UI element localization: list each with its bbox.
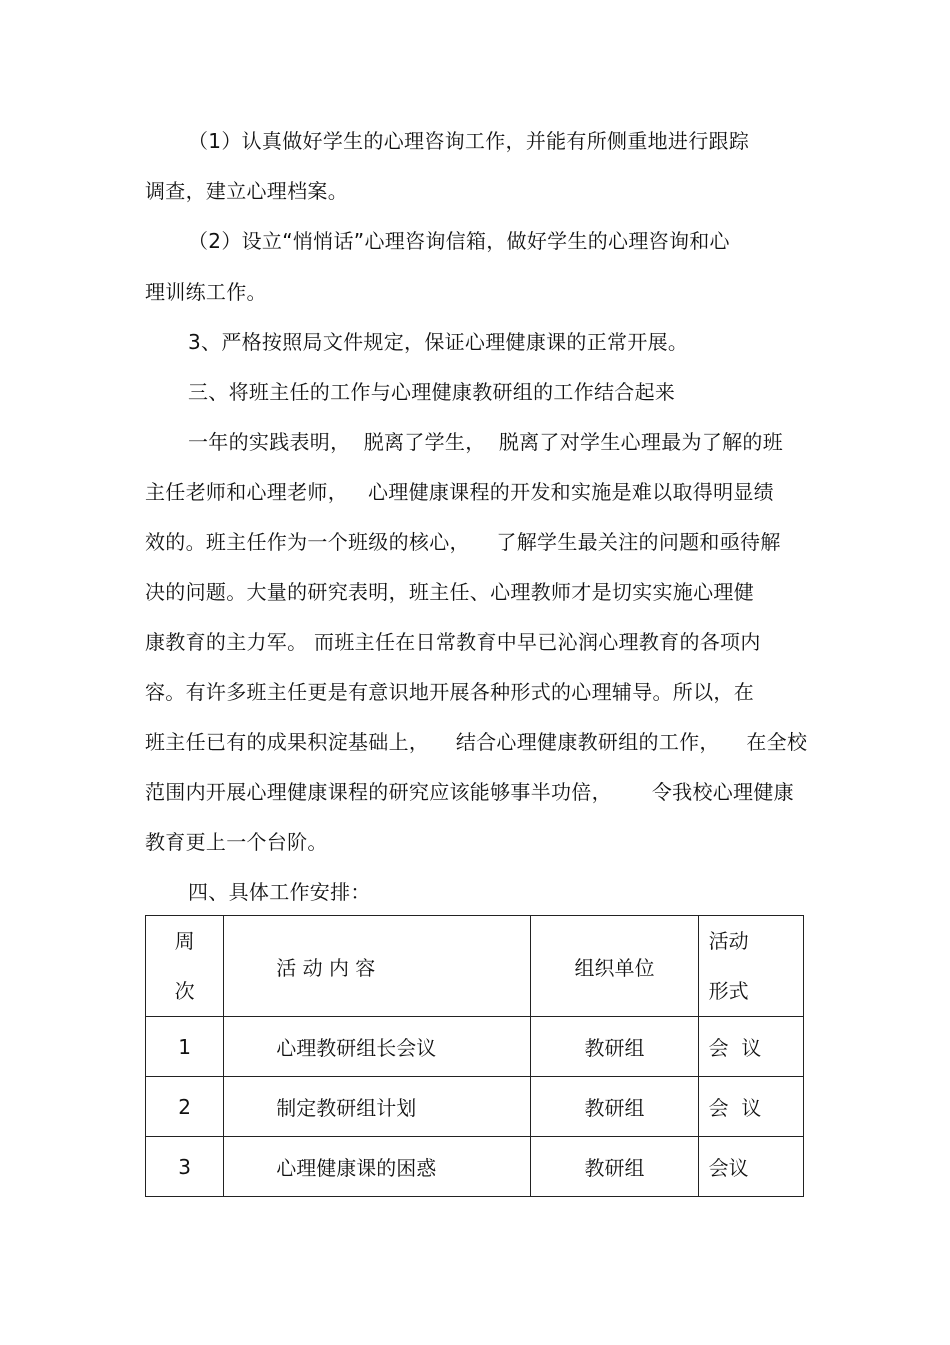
paragraph-line: 调查，建立心理档案。	[145, 179, 348, 203]
organizer-cell: 教研组	[531, 1137, 698, 1197]
header-week-line2: 次	[174, 979, 195, 1003]
organizer-cell: 教研组	[531, 1077, 698, 1137]
paragraph-line: 班主任已有的成果积淀基础上， 结合心理健康教研组的工作， 在全校	[145, 730, 808, 754]
form-cell: 会 议	[698, 1077, 803, 1137]
header-activity-label: 活 动 内 容	[276, 955, 376, 980]
header-organizer-label: 组织单位	[574, 955, 655, 980]
paragraph-line: 一年的实践表明， 脱离了学生， 脱离了对学生心理最为了解的班	[188, 430, 784, 454]
paragraph-line: 范围内开展心理健康课程的研究应该能够事半功倍， 令我校心理健康	[145, 780, 794, 804]
week-cell: 2	[146, 1077, 224, 1137]
table-header-row	[146, 916, 804, 1017]
header-form-label	[709, 916, 749, 1016]
form-cell: 会 议	[698, 1017, 803, 1077]
paragraph-line: 3、严格按照局文件规定，保证心理健康课的正常开展。	[188, 330, 689, 354]
paragraph-line: 效的。班主任作为一个班级的核心， 了解学生最关注的问题和亟待解	[145, 530, 781, 554]
paragraph-line: 决的问题。大量的研究表明，班主任、心理教师才是切实实施心理健	[145, 580, 754, 604]
paragraph-line: 教育更上一个台阶。	[145, 830, 328, 854]
organizer-cell: 教研组	[531, 1017, 698, 1077]
header-week-line1: 周	[174, 929, 195, 953]
table-row	[146, 1017, 804, 1077]
header-form-cell	[698, 916, 803, 1017]
form-cell: 会议	[698, 1137, 803, 1197]
paragraph-line: 主任老师和心理老师， 心理健康课程的开发和实施是难以取得明显绩	[145, 480, 774, 504]
work-schedule-table	[145, 915, 804, 1197]
section-heading: 三、将班主任的工作与心理健康教研组的工作结合起来	[188, 380, 676, 404]
header-week-cell	[146, 916, 224, 1017]
header-organizer-cell	[531, 916, 698, 1017]
section-heading: 四、具体工作安排：	[188, 880, 371, 904]
header-activity-cell	[224, 916, 531, 1017]
header-form-line2: 形式	[708, 979, 749, 1003]
paragraph-line: 理训练工作。	[145, 280, 267, 304]
paragraph-line: （1）认真做好学生的心理咨询工作，并能有所侧重地进行跟踪	[188, 129, 750, 153]
paragraph-line: 容。有许多班主任更是有意识地开展各种形式的心理辅导。所以，在	[145, 680, 754, 704]
activity-cell: 心理教研组长会议	[224, 1017, 531, 1077]
paragraph-line: 康教育的主力军。 而班主任在日常教育中早已沁润心理教育的各项内	[145, 630, 761, 654]
table-row	[146, 1077, 804, 1137]
activity-cell: 心理健康课的困惑	[224, 1137, 531, 1197]
header-form-line1: 活动	[708, 929, 749, 953]
week-cell: 1	[146, 1017, 224, 1077]
paragraph-line: （2）设立“悄悄话”心理咨询信箱，做好学生的心理咨询和心	[188, 229, 730, 253]
activity-cell: 制定教研组计划	[224, 1077, 531, 1137]
table-row	[146, 1137, 804, 1197]
header-week-label	[175, 916, 195, 1016]
week-cell: 3	[146, 1137, 224, 1197]
